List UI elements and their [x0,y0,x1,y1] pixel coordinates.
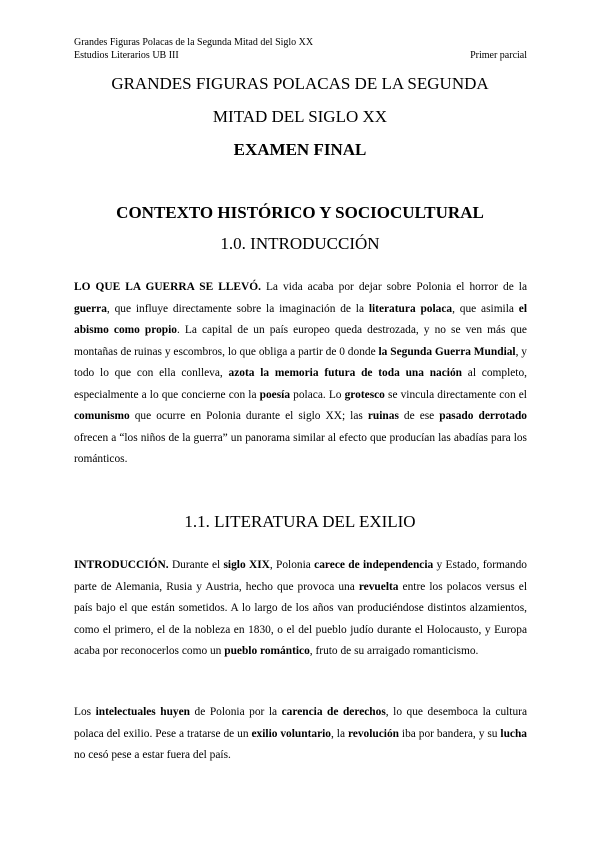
document-title-line-1: GRANDES FIGURAS POLACAS DE LA SEGUNDA [111,74,489,93]
section-heading-context: CONTEXTO HISTÓRICO Y SOCIOCULTURAL [116,203,484,222]
document-title-line-2: MITAD DEL SIGLO XX [212,107,388,126]
paragraph-war: LO QUE LA GUERRA SE LLEVÓ. La vida acaba por dejar sobre Polonia el horror de la guerra, que influye directamente sobre la imaginación de la literatura polaca, que asimila el abismo como propio. La capital de un país europeo queda destrozada, y no se ven más que montañas de ruinas y escombros, lo que obliga a partir de 0 donde la Segunda Guerra Mundial, y todo lo que con ella conlleva, azota la memoria futura de toda una nación al completo, especialmente a lo que concierne con la poesía polaca. Lo grotesco se vincula directamente con el comunismo que ocurre en Polonia durante el siglo XX; las ruinas de ese pasado derrotado ofrecen a “los niños de la guerra” un panorama similar al efecto que producían las abadías para los románticos. [74,281,528,465]
header-program: Estudios Literarios UB III [74,50,179,61]
paragraph-lead: INTRODUCCIÓN. [74,559,169,571]
header-exam-type: Primer parcial [470,50,527,61]
section-heading-introduction: 1.0. INTRODUCCIÓN [220,234,380,253]
paragraph-intellectuals: Los intelectuales huyen de Polonia por la carencia de derechos, lo que desemboca la cultura polaca del exilio. Pese a tratarse de un exilio voluntario, la revolución iba por bandera, y su lucha no cesó pese a estar fuera del país. [74,706,528,761]
section-heading-exile: 1.1. LITERATURA DEL EXILIO [184,512,416,531]
paragraph-introduction: INTRODUCCIÓN. Durante el siglo XIX, Polonia carece de independencia y Estado, formando parte de Alemania, Rusia y Austria, hecho que provoca una revuelta entre los polacos versus el país bajo el que están sometidos. A lo largo de los años van produciéndose distintos alzamientos, como el primero, el de la nobleza en 1830, o el del pueblo judío durante el Holocausto, y Europa acaba por reconocerlos como un pueblo romántico, fruto de su arraigado romanticismo. [74,559,528,657]
paragraph-lead: LO QUE LA GUERRA SE LLEVÓ. [74,281,261,293]
exam-title: EXAMEN FINAL [233,140,367,159]
header-course-title: Grandes Figuras Polacas de la Segunda Mitad del Siglo XX [74,37,314,48]
running-header [74,36,527,62]
